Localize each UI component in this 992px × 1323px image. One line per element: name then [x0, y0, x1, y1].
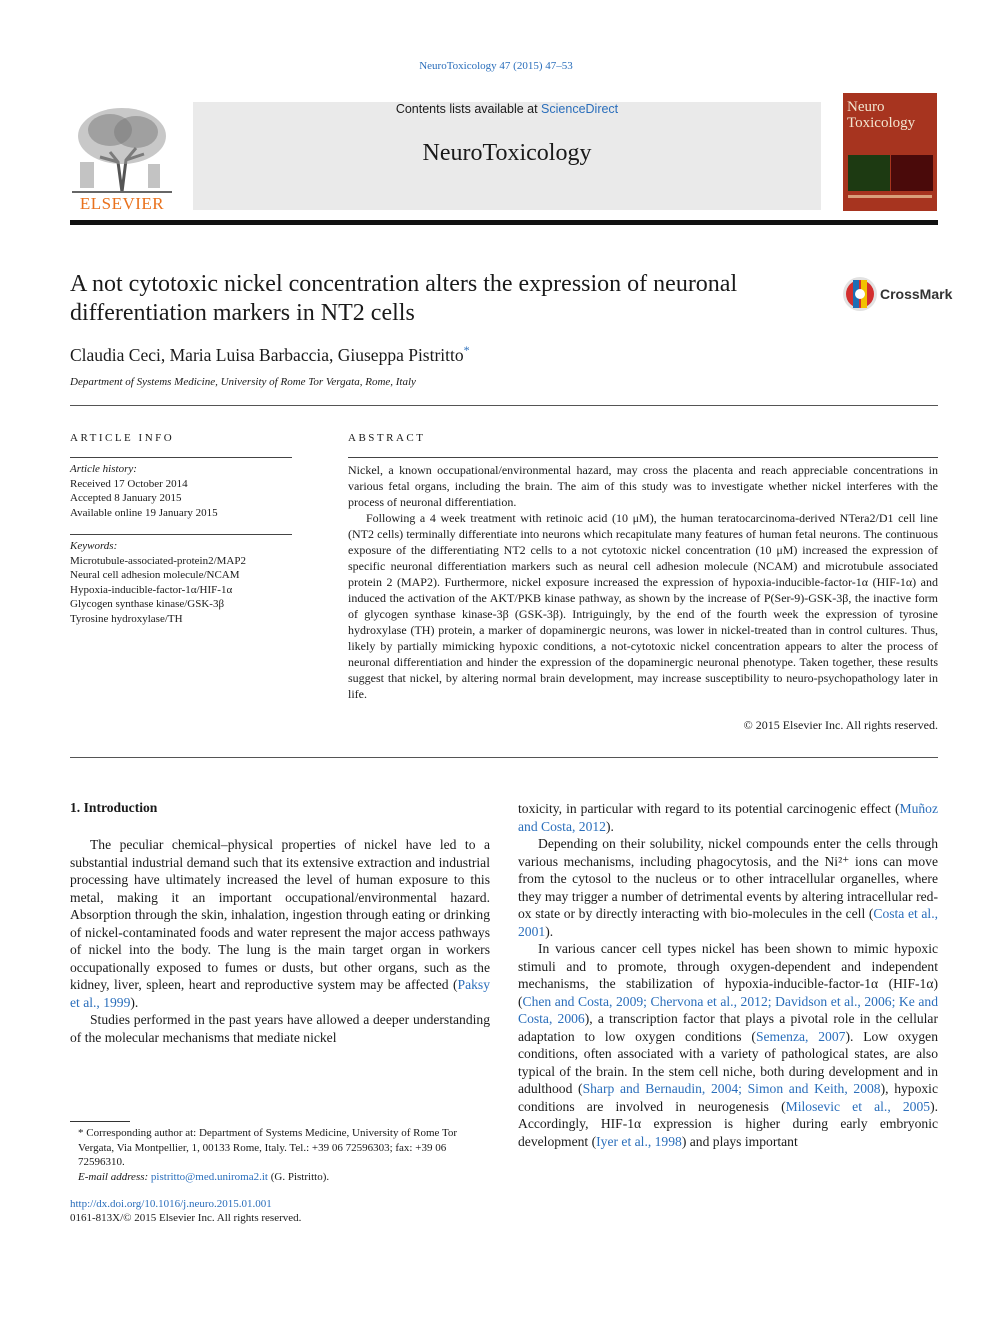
divider: [348, 457, 938, 458]
journal-reference-link[interactable]: NeuroToxicology 47 (2015) 47–53: [419, 60, 573, 72]
citation-link[interactable]: Sharp and Bernaudin, 2004; Simon and Keith, 2008: [582, 1081, 881, 1096]
body-paragraph: Depending on their solubility, nickel compounds enter the cells through various mechanisms, including phagocytosis, and the Ni²⁺ ions can move from the cytosol to the nucleus or to other intracellular organelles, where they may trigger a number of detrimental events by altering intracellular red-ox state or by directly interacting with bio-molecules in the cell (Costa et al., 2001).: [518, 836, 938, 939]
footnote-divider: [70, 1121, 130, 1122]
body-column-left: [70, 836, 490, 1046]
divider: [70, 534, 292, 535]
cover-image-right: [891, 155, 933, 191]
abstract-paragraph: Following a 4 week treatment with retinoic acid (10 μM), the human teratocarcinoma-derived NTera2/D1 cell line (NT2 cells) terminally differentiate into neurons which recapitulate many features of human fetal neurons. The continuous exposure of the differentiating NT2 cells to a not cytotoxic nickel concentration (10 μM) increased the expression of specific neuronal differentiation markers such as neural cell adhesion molecule (NCAM) and microtubule associated protein 2 (MAP2). Furthermore, nickel exposure increased the expression of hypoxia-inducible-factor-1α (HIF-1α) and induced the activation of the AKT/PKB kinase pathway, as shown by the increase of P(Ser-9)-GSK-3β, the inactive form of glycogen synthase kinase-3β (GSK-3β). Intriguingly, by the end of the fourth week the expression of tyrosine hydroxylase (TH) protein, a marker of dopaminergic neurons, was lower in nickel-treated than in control cultures. Thus, likely by partially mimicking hypoxic conditions, a not-cytotoxic nickel concentration appears to alter the process of neuronal differentiation and hinder the expression of the dopaminergic neuronal phenotype. Taken together, these results suggest that nickel, by altering normal brain development, may increase susceptibility to neuro-psychopathology later in life.: [348, 511, 938, 701]
citation-link[interactable]: Milosevic et al., 2005: [785, 1098, 931, 1114]
body-paragraph: toxicity, in particular with regard to its potential carcinogenic effect (Muñoz and Costa, 2012).: [518, 801, 938, 834]
keywords-block: [70, 539, 300, 626]
keyword-item: Glycogen synthase kinase/GSK-3β: [70, 598, 225, 610]
article-history: [70, 462, 292, 520]
footnote-text: * Corresponding author at: Department of Systems Medicine, University of Rome Tor Vergata, Via Montpellier, 1, 00133 Rome, Italy. Tel.: +39 06 72596303; fax: +39 06 72596310.: [78, 1127, 458, 1168]
corresponding-author-mark[interactable]: *: [463, 343, 470, 357]
divider: [70, 405, 938, 406]
doi-link[interactable]: http://dx.doi.org/10.1016/j.neuro.2015.01.001: [70, 1198, 272, 1210]
contents-prefix: Contents lists available at: [395, 102, 542, 116]
article-info-heading: ARTICLE INFO: [70, 432, 175, 444]
citation-link[interactable]: Iyer et al., 1998: [596, 1133, 682, 1149]
citation-link[interactable]: Muñoz and Costa, 2012: [518, 801, 938, 834]
keyword-item: Tyrosine hydroxylase/TH: [70, 612, 183, 625]
crossmark-label[interactable]: CrossMark: [880, 286, 953, 302]
cover-band: [848, 195, 932, 198]
sciencedirect-link[interactable]: ScienceDirect: [541, 102, 619, 116]
corresponding-author-footnote: [70, 1126, 490, 1184]
journal-cover-thumbnail[interactable]: [843, 93, 937, 211]
citation-link[interactable]: Semenza, 2007: [755, 1028, 846, 1044]
header-divider: [70, 220, 938, 225]
abstract-body: [348, 462, 938, 702]
article-title: A not cytotoxic nickel concentration alters the expression of neuronal differentiation markers in NT2 cells: [70, 271, 738, 326]
email-link[interactable]: pistritto@med.uniroma2.it: [150, 1170, 268, 1183]
history-label: Article history:: [70, 463, 137, 475]
keywords-label: Keywords:: [70, 540, 118, 552]
accepted-date: Accepted 8 January 2015: [70, 492, 182, 504]
footnote-mark: *: [78, 1127, 84, 1139]
affiliation: Department of Systems Medicine, University of Rome Tor Vergata, Rome, Italy: [70, 376, 416, 388]
cover-image-left: [848, 155, 890, 191]
keyword-item: Neural cell adhesion molecule/NCAM: [70, 569, 240, 581]
body-column-right: [518, 800, 938, 1150]
body-paragraph: In various cancer cell types nickel has been shown to mimic hypoxic stimuli and to promote, through oxygen-dependent and independent mechanisms, the stabilization of hypoxia-inducible-factor-1α (HIF-1α) (Chen and Costa, 2009; Chervona et al., 2012; Davidson et al., 2006; Ke and Costa, 2006), a transcription factor that plays a pivotal role in the cellular adaptation to low oxygen conditions (Semenza, 2007). Low oxygen conditions, often associated with a variety of pathological states, are also typical of the brain. In the stem cell niche, both during development and in adulthood (Sharp and Bernaudin, 2004; Simon and Keith, 2008), hypoxic conditions are involved in neurogenesis (Milosevic et al., 2005). Accordingly, HIF-1α expression is higher during early embryonic development (Iyer et al., 1998) and plays important: [518, 941, 939, 1149]
citation-link[interactable]: Paksy et al., 1999: [70, 977, 490, 1010]
abstract-paragraph: Nickel, a known occupational/environmental hazard, may cross the placenta and reach appreciable concentrations in various fetal organs, including the brain. The aim of this study was to investigate whether nickel interferes with the process of neuronal differentiation.: [348, 463, 938, 509]
body-paragraph: The peculiar chemical–physical properties of nickel have led to a substantial industrial demand such that its extensive extraction and industrial processing have ultimately increased the level of human exposure to this metal, making it an important occupational/environmental hazard. Absorption through the skin, inhalation, ingestion through eating or drinking of nickel-contaminated foods and water represent the major access pathways of nickel into the body. The lung is the main target organ in workers occupationally exposed to fumes or dusts, but other organs, such as the kidney, liver, spleen, heart and reproductive system may be affected (Paksy et al., 1999).: [70, 837, 490, 1010]
citation-link[interactable]: Chen and Costa, 2009; Chervona et al., 2012; Davidson et al., 2006; Ke and Costa, 2006: [518, 993, 938, 1026]
author-list: [70, 343, 470, 366]
keyword-item: Microtubule-associated-protein2/MAP2: [70, 554, 246, 567]
section-heading-introduction: 1. Introduction: [70, 800, 158, 815]
abstract-copyright: © 2015 Elsevier Inc. All rights reserved.: [743, 718, 938, 732]
author-names: Claudia Ceci, Maria Luisa Barbaccia, Giuseppa Pistritto: [70, 344, 464, 365]
contents-line: [193, 102, 821, 116]
cover-title: Neuro Toxicology: [847, 99, 916, 131]
online-date: Available online 19 January 2015: [70, 506, 218, 519]
received-date: Received 17 October 2014: [70, 477, 188, 490]
elsevier-wordmark: ELSEVIER: [79, 194, 165, 213]
abstract-heading: ABSTRACT: [348, 432, 426, 444]
divider: [70, 757, 938, 758]
issn-copyright: 0161-813X/© 2015 Elsevier Inc. All rights reserved.: [70, 1212, 302, 1224]
body-paragraph: Studies performed in the past years have allowed a deeper understanding of the molecular mechanisms that mediate nickel: [70, 1012, 490, 1045]
journal-name: NeuroToxicology: [422, 140, 592, 166]
citation-link[interactable]: Costa et al., 2001: [518, 906, 938, 939]
footnote-email-line: E-mail address: pistritto@med.uniroma2.it (G. Pistritto).: [78, 1170, 330, 1183]
keyword-item: Hypoxia-inducible-factor-1α/HIF-1α: [70, 583, 233, 596]
divider: [70, 457, 292, 458]
